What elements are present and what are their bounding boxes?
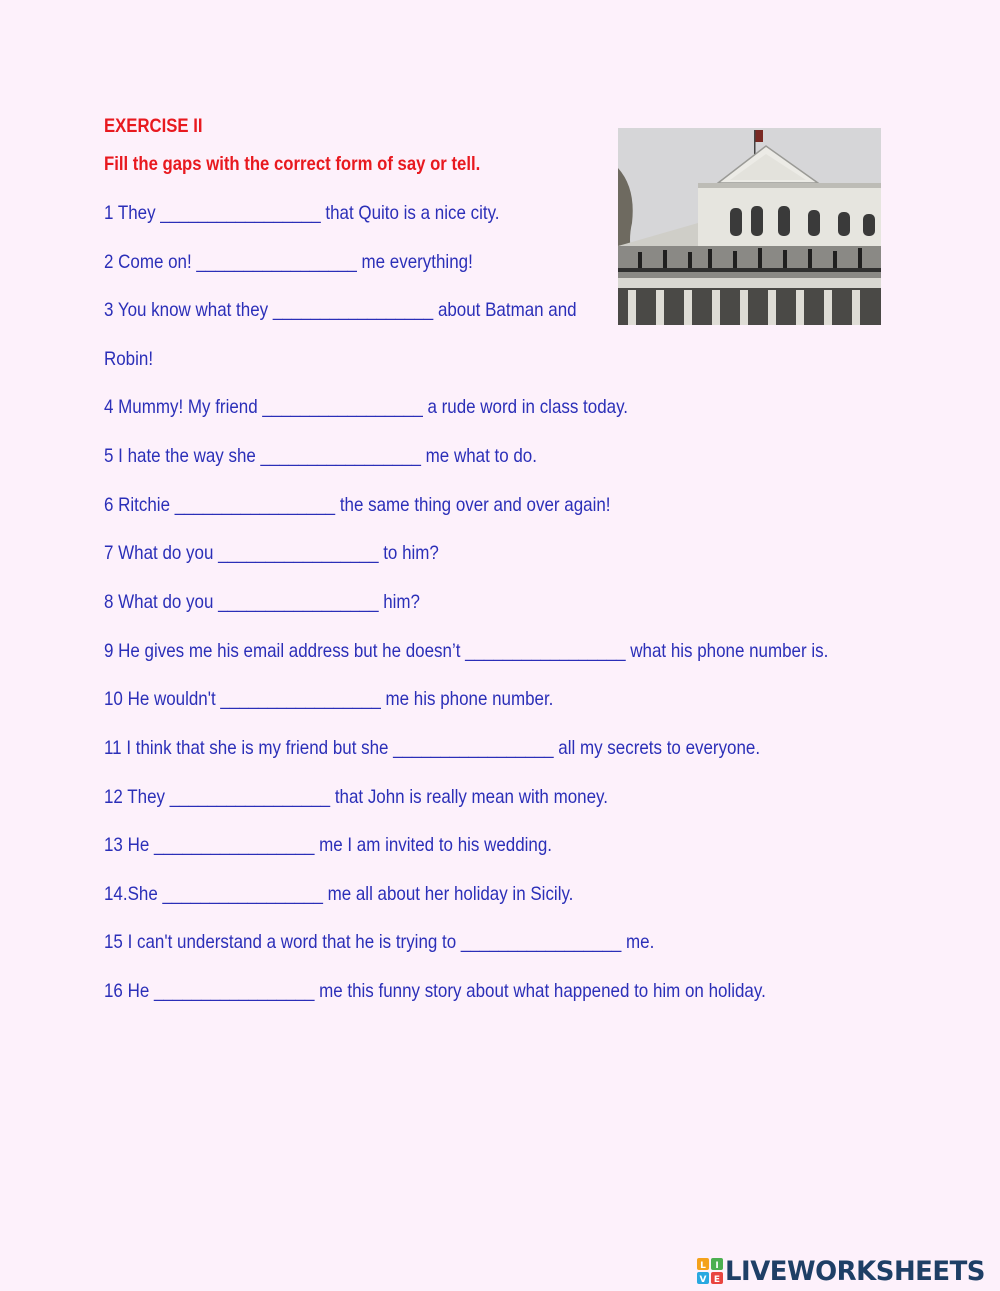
sentence-1: 1 They _________________ that Quito is a nice city. [104, 202, 500, 224]
instructions: Fill the gaps with the correct form of say or tell. [104, 154, 481, 175]
sentence-14: 14.She _________________ me all about her holiday in Sicily. [104, 883, 574, 905]
sentence-16: 16 He _________________ me this funny story about what happened to him on holiday. [104, 980, 766, 1002]
building-photo [618, 128, 881, 325]
sentence-10: 10 He wouldn't _________________ me his phone number. [104, 688, 554, 710]
sentence-11: 11 I think that she is my friend but she _________________ all my secrets to everyone. [104, 737, 761, 759]
sentence-3: 3 You know what they _________________ about Batman and [104, 299, 577, 321]
brand-name: LIVEWORKSHEETS [725, 1255, 986, 1287]
logo-letter-e: E [713, 1275, 721, 1284]
logo-letter-v: V [699, 1275, 707, 1284]
sentence-12: 12 They _________________ that John is really mean with money. [104, 786, 608, 808]
logo-letter-i: I [715, 1261, 719, 1271]
sentence-4: 4 Mummy! My friend _________________ a rude word in class today. [104, 396, 629, 418]
sentence-2: 2 Come on! _________________ me everything! [104, 251, 473, 273]
sentence-8: 8 What do you _________________ him? [104, 591, 421, 613]
sentence-13: 13 He _________________ me I am invited to his wedding. [104, 834, 553, 856]
liveworksheets-brand [697, 1256, 996, 1286]
sentence-9: 9 He gives me his email address but he doesn’t _________________ what his phone number is. [104, 640, 829, 662]
sentence-6: 6 Ritchie _________________ the same thing over and over again! [104, 494, 611, 516]
sentence-15: 15 I can't understand a word that he is trying to _________________ me. [104, 931, 655, 953]
liveworksheets-logo-icon [697, 1258, 723, 1284]
exercise-title: EXERCISE II [104, 116, 203, 137]
logo-letter-l: L [700, 1261, 706, 1271]
sentence-7: 7 What do you _________________ to him? [104, 542, 439, 564]
sentence-5: 5 I hate the way she _________________ me what to do. [104, 445, 537, 467]
sentence-3-continued: Robin! [104, 348, 154, 370]
